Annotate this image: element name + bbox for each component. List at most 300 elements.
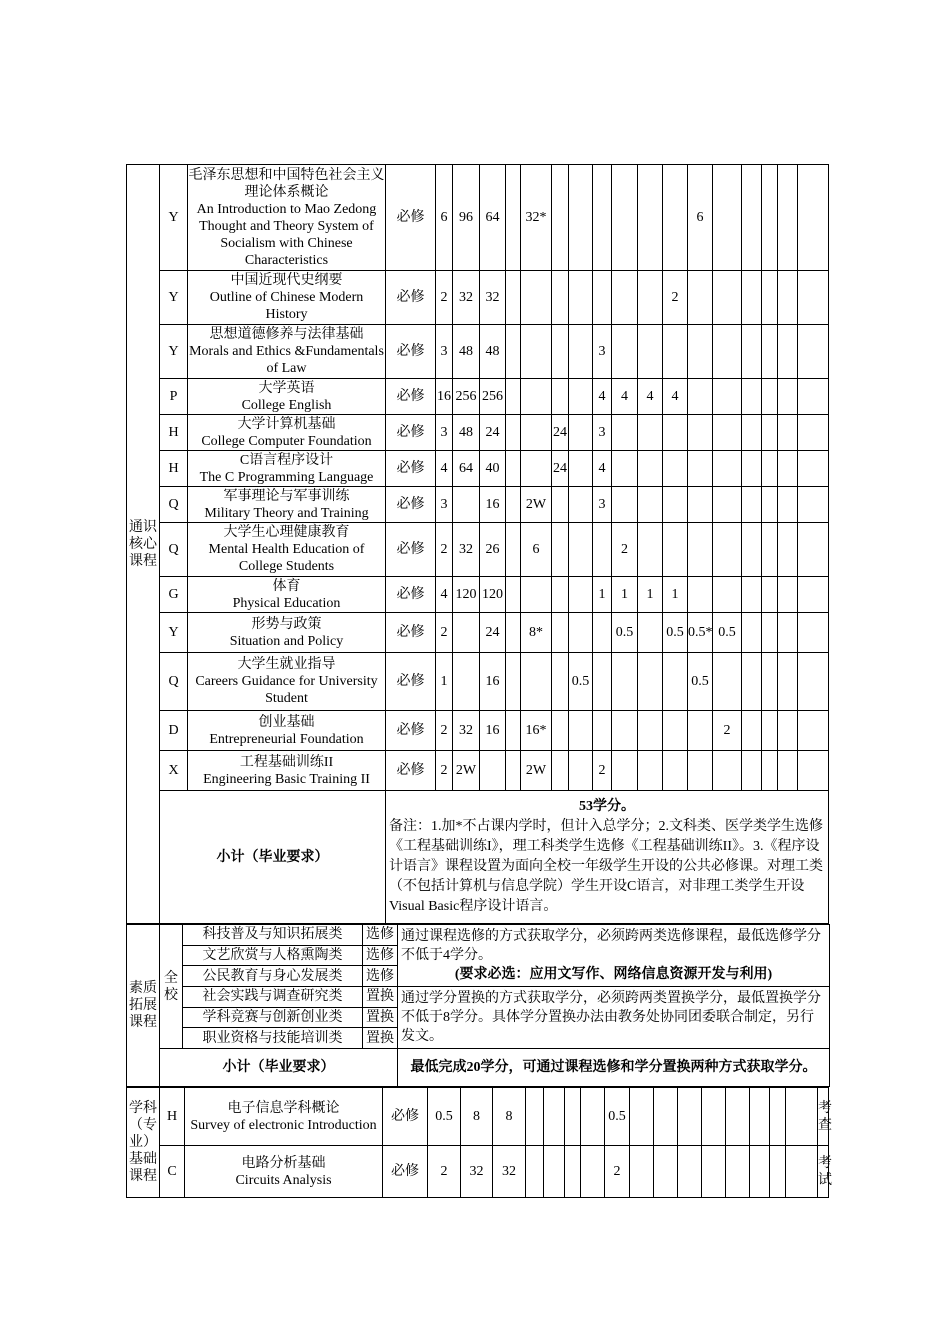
hours-c3: 24	[552, 415, 569, 451]
hours-s3	[638, 451, 663, 487]
credit: 0.5	[428, 1088, 461, 1146]
course-type: 必修	[386, 613, 436, 653]
total-hours: 32	[453, 523, 480, 577]
table-row	[127, 751, 829, 791]
credit: 3	[436, 487, 453, 523]
lecture-hours: 40	[480, 451, 506, 487]
credit: 4	[436, 577, 453, 613]
blank-cell	[702, 1088, 726, 1146]
table-row	[127, 577, 829, 613]
quality-item-type: 选修	[363, 925, 398, 946]
hours-s4	[663, 751, 688, 791]
blank-cell	[778, 523, 798, 577]
course-code: H	[160, 1088, 185, 1146]
hours-s1	[593, 613, 612, 653]
course-code: C	[160, 1146, 185, 1198]
blank-cell	[778, 451, 798, 487]
course-type: 必修	[386, 165, 436, 271]
table-row	[127, 653, 829, 711]
hours-s4	[663, 653, 688, 711]
blank-cell	[798, 577, 829, 613]
subtotal-label: 小计（毕业要求）	[160, 791, 386, 924]
course-code: H	[160, 451, 188, 487]
hours-c3	[552, 711, 569, 751]
total-hours	[453, 487, 480, 523]
credit: 3	[436, 325, 453, 379]
course-name-en: Situation and Policy	[229, 633, 344, 649]
course-name-zh: 电路分析基础	[241, 1155, 326, 1171]
table-row	[127, 415, 829, 451]
course-name	[188, 523, 386, 577]
total-hours: 120	[453, 577, 480, 613]
hours-s4	[663, 451, 688, 487]
blank-cell	[778, 751, 798, 791]
category-discipline: 学科（专业）基础课程	[127, 1088, 160, 1198]
hours-s1	[593, 653, 612, 711]
hours-s1	[593, 523, 612, 577]
hours-s2	[612, 751, 638, 791]
hours-c1	[506, 379, 521, 415]
course-name	[188, 577, 386, 613]
hours-s7	[742, 451, 762, 487]
hours-c4	[569, 751, 593, 791]
course-name-en: Circuits Analysis	[235, 1172, 332, 1188]
credit: 2	[436, 271, 453, 325]
subtotal-note	[386, 791, 829, 924]
course-type: 必修	[386, 751, 436, 791]
subtotal-row	[127, 1049, 830, 1087]
blank-cell	[581, 1146, 605, 1198]
hours-s4	[663, 325, 688, 379]
blank-cell	[778, 653, 798, 711]
hours-s6: 2	[713, 711, 742, 751]
blank-cell	[798, 487, 829, 523]
quality-item-name: 职业资格与技能培训类	[183, 1028, 363, 1049]
hours-s2	[612, 271, 638, 325]
hours-c3	[552, 271, 569, 325]
subtotal-row	[127, 791, 829, 924]
credit: 2	[436, 613, 453, 653]
category-quality: 素质拓展课程	[127, 925, 160, 1087]
course-code: Q	[160, 523, 188, 577]
lecture-hours: 24	[480, 415, 506, 451]
hours-s8	[762, 165, 778, 271]
hours-s3	[638, 523, 663, 577]
course-name-en: College Computer Foundation	[201, 433, 372, 449]
hours-s8	[762, 613, 778, 653]
hours-s4: 0.5	[663, 613, 688, 653]
course-name-en: Entrepreneurial Foundation	[209, 731, 364, 747]
subtotal-credits: 53学分。	[579, 799, 635, 814]
blank-cell	[786, 1146, 818, 1198]
hours-s6	[713, 415, 742, 451]
quality-item-name: 公民教育与身心发展类	[183, 966, 363, 987]
course-name-en: Outline of Chinese Modern History	[209, 290, 364, 322]
course-type: 必修	[386, 379, 436, 415]
quality-item-name: 学科竞赛与创新创业类	[183, 1007, 363, 1028]
total-hours: 32	[453, 711, 480, 751]
hours-s6	[713, 523, 742, 577]
course-name-en: Physical Education	[232, 595, 341, 611]
course-code: D	[160, 711, 188, 751]
course-name-zh: 中国近现代史纲要	[230, 273, 343, 288]
blank-cell	[798, 613, 829, 653]
course-name-zh: 创业基础	[258, 714, 315, 730]
category-general: 通识核心课程	[127, 165, 160, 924]
blank-cell	[778, 271, 798, 325]
course-name-zh: 体育	[272, 578, 301, 594]
blank-cell	[778, 415, 798, 451]
semester-1-hours: 0.5	[605, 1088, 630, 1146]
hours-s4	[663, 165, 688, 271]
hours-s1	[593, 711, 612, 751]
hours-s8	[762, 451, 778, 487]
blank-cell	[798, 415, 829, 451]
hours-s3: 4	[638, 379, 663, 415]
hours-s6	[713, 751, 742, 791]
hours-s5	[688, 711, 713, 751]
hours-s1: 4	[593, 379, 612, 415]
hours-s3	[638, 165, 663, 271]
hours-c1	[506, 415, 521, 451]
blank-cell	[581, 1088, 605, 1146]
total-hours: 48	[453, 415, 480, 451]
course-code: Y	[160, 325, 188, 379]
hours-c4	[569, 613, 593, 653]
course-code: X	[160, 751, 188, 791]
blank-cell	[565, 1146, 581, 1198]
blank-cell	[798, 271, 829, 325]
course-type: 必修	[383, 1088, 428, 1146]
course-name-en: Morals and Ethics &Fundamentals of Law	[189, 344, 384, 376]
course-name	[185, 1146, 383, 1198]
hours-s5	[688, 487, 713, 523]
hours-s5	[688, 325, 713, 379]
blank-cell	[778, 613, 798, 653]
quality-item-name: 社会实践与调查研究类	[183, 987, 363, 1008]
semester-1-hours: 2	[605, 1146, 630, 1198]
course-type: 必修	[386, 415, 436, 451]
hours-c4	[569, 487, 593, 523]
total-hours: 32	[453, 271, 480, 325]
subtotal-text: 最低完成20学分，可通过课程选修和学分置换两种方式获取学分。	[398, 1049, 830, 1087]
blank-cell	[630, 1088, 654, 1146]
hours-s4	[663, 415, 688, 451]
hours-s3: 1	[638, 577, 663, 613]
hours-c1	[506, 325, 521, 379]
lecture-hours: 256	[480, 379, 506, 415]
hours-s3	[638, 415, 663, 451]
hours-c3	[552, 751, 569, 791]
course-code: Y	[160, 271, 188, 325]
course-name-zh: 军事理论与军事训练	[223, 488, 350, 504]
course-code: Y	[160, 613, 188, 653]
course-type: 必修	[386, 451, 436, 487]
lecture-hours: 16	[480, 711, 506, 751]
course-name-zh: 毛泽东思想和中国特色社会主义理论体系概论	[188, 167, 385, 200]
lecture-hours: 48	[480, 325, 506, 379]
hours-s8	[762, 415, 778, 451]
hours-s6	[713, 379, 742, 415]
blank-cell	[630, 1146, 654, 1198]
lecture-hours: 16	[480, 487, 506, 523]
course-name-en: The C Programming Language	[199, 469, 374, 485]
hours-s7	[742, 711, 762, 751]
lecture-hours: 32	[480, 271, 506, 325]
hours-s1: 2	[593, 751, 612, 791]
hours-s1: 3	[593, 487, 612, 523]
course-name-zh: 电子信息学科概论	[227, 1100, 340, 1116]
hours-s2	[612, 711, 638, 751]
course-name-en: An Introduction to Mao Zedong Thought and Theory System of Socialism with Chinese Characteristics	[196, 201, 377, 268]
hours-s8	[762, 325, 778, 379]
blank-cell	[778, 165, 798, 271]
hours-c4	[569, 451, 593, 487]
hours-s1	[593, 165, 612, 271]
hours-s8	[762, 653, 778, 711]
table-row	[127, 271, 829, 325]
hours-s5	[688, 577, 713, 613]
hours-c3	[552, 487, 569, 523]
lecture-hours: 16	[480, 653, 506, 711]
course-name-en: Careers Guidance for University Student	[195, 674, 378, 706]
hours-c4	[569, 523, 593, 577]
course-name-zh: 思想道德修养与法律基础	[209, 327, 364, 342]
hours-c3	[552, 379, 569, 415]
course-type: 必修	[383, 1146, 428, 1198]
hours-s3	[638, 325, 663, 379]
blank-cell	[786, 1088, 818, 1146]
assessment: 考查	[818, 1088, 829, 1146]
lecture-hours: 32	[493, 1146, 526, 1198]
course-type: 必修	[386, 325, 436, 379]
total-hours: 8	[461, 1088, 493, 1146]
hours-s3	[638, 613, 663, 653]
hours-c3	[552, 577, 569, 613]
course-name-zh: 大学计算机基础	[237, 416, 336, 432]
hours-c3: 24	[552, 451, 569, 487]
hours-s6	[713, 577, 742, 613]
hours-s7	[742, 577, 762, 613]
blank-cell	[798, 325, 829, 379]
blank-cell	[526, 1146, 544, 1198]
scope-label: 全校	[160, 925, 183, 1049]
table-row	[127, 523, 829, 577]
table-row	[127, 711, 829, 751]
course-name	[188, 165, 386, 271]
hours-s5: 0.5	[688, 653, 713, 711]
hours-c1	[506, 711, 521, 751]
hours-c4	[569, 711, 593, 751]
hours-s5	[688, 523, 713, 577]
hours-c3	[552, 325, 569, 379]
table-row	[127, 925, 830, 946]
hours-c2: 8*	[521, 613, 552, 653]
credit: 2	[436, 523, 453, 577]
blank-cell	[778, 711, 798, 751]
hours-c1	[506, 523, 521, 577]
hours-s3	[638, 711, 663, 751]
total-hours: 256	[453, 379, 480, 415]
hours-s7	[742, 415, 762, 451]
course-type: 必修	[386, 523, 436, 577]
blank-cell	[726, 1088, 750, 1146]
course-name	[188, 613, 386, 653]
quality-item-type: 选修	[363, 966, 398, 987]
hours-s2	[612, 165, 638, 271]
blank-cell	[544, 1088, 565, 1146]
course-name-zh: 工程基础训练II	[239, 754, 334, 770]
blank-cell	[750, 1088, 770, 1146]
hours-s6	[713, 271, 742, 325]
hours-c2: 2W	[521, 487, 552, 523]
course-type: 必修	[386, 271, 436, 325]
course-name	[188, 451, 386, 487]
hours-c3	[552, 653, 569, 711]
subtotal-label: 小计（毕业要求）	[160, 1049, 398, 1087]
hours-c2	[521, 653, 552, 711]
course-code: G	[160, 577, 188, 613]
elective-required: (要求必选：应用文写作、网络信息资源开发与利用)	[454, 967, 773, 982]
assessment: 考试	[818, 1146, 829, 1198]
hours-s8	[762, 751, 778, 791]
table-row	[127, 1088, 829, 1146]
elective-rule: 通过课程选修的方式获取学分，必须跨两类选修课程，最低选修学分不低于4学分。	[401, 929, 821, 963]
course-type: 必修	[386, 577, 436, 613]
hours-s1: 3	[593, 415, 612, 451]
credit: 6	[436, 165, 453, 271]
hours-s5	[688, 415, 713, 451]
course-name	[188, 751, 386, 791]
hours-s7	[742, 751, 762, 791]
hours-s7	[742, 523, 762, 577]
hours-c3	[552, 613, 569, 653]
table-row	[127, 487, 829, 523]
hours-s6	[713, 451, 742, 487]
course-name	[188, 415, 386, 451]
course-name	[188, 379, 386, 415]
blank-cell	[770, 1146, 786, 1198]
blank-cell	[565, 1088, 581, 1146]
course-name-en: Survey of electronic Introduction	[190, 1117, 377, 1133]
course-type: 必修	[386, 653, 436, 711]
credit: 2	[436, 751, 453, 791]
course-name-en: Mental Health Education of College Students	[208, 542, 365, 574]
hours-s2	[612, 415, 638, 451]
table-row	[127, 165, 829, 271]
lecture-hours: 120	[480, 577, 506, 613]
hours-s7	[742, 487, 762, 523]
quality-item-type: 置换	[363, 1007, 398, 1028]
hours-s6: 0.5	[713, 613, 742, 653]
hours-s7	[742, 271, 762, 325]
hours-s4: 1	[663, 577, 688, 613]
credit: 3	[436, 415, 453, 451]
quality-item-type: 置换	[363, 987, 398, 1008]
hours-s2	[612, 487, 638, 523]
total-hours: 96	[453, 165, 480, 271]
hours-c4	[569, 325, 593, 379]
course-name	[188, 711, 386, 751]
hours-c1	[506, 487, 521, 523]
quality-item-name: 文艺欣赏与人格熏陶类	[183, 945, 363, 966]
total-hours: 64	[453, 451, 480, 487]
lecture-hours	[480, 751, 506, 791]
credit: 2	[428, 1146, 461, 1198]
table-row	[127, 325, 829, 379]
hours-s5: 0.5*	[688, 613, 713, 653]
blank-cell	[778, 487, 798, 523]
hours-s1	[593, 271, 612, 325]
hours-c2	[521, 325, 552, 379]
course-name-zh: 形势与政策	[251, 616, 322, 632]
course-code: Q	[160, 487, 188, 523]
hours-s3	[638, 653, 663, 711]
hours-s6	[713, 325, 742, 379]
total-hours: 2W	[453, 751, 480, 791]
blank-cell	[654, 1088, 678, 1146]
blank-cell	[770, 1088, 786, 1146]
lecture-hours: 64	[480, 165, 506, 271]
hours-s8	[762, 271, 778, 325]
hours-s1: 4	[593, 451, 612, 487]
blank-cell	[778, 325, 798, 379]
blank-cell	[726, 1146, 750, 1198]
quality-item-type: 选修	[363, 945, 398, 966]
hours-c1	[506, 451, 521, 487]
table-row	[127, 379, 829, 415]
hours-s7	[742, 379, 762, 415]
course-type: 必修	[386, 711, 436, 751]
hours-s4: 4	[663, 379, 688, 415]
elective-note	[398, 925, 830, 987]
hours-s6	[713, 653, 742, 711]
course-type: 必修	[386, 487, 436, 523]
blank-cell	[798, 711, 829, 751]
hours-s6	[713, 165, 742, 271]
hours-s7	[742, 165, 762, 271]
blank-cell	[798, 653, 829, 711]
general-core-table	[126, 164, 829, 924]
course-name-zh: 大学英语	[258, 380, 315, 396]
blank-cell	[678, 1088, 702, 1146]
blank-cell	[526, 1088, 544, 1146]
hours-c2	[521, 451, 552, 487]
hours-s4	[663, 523, 688, 577]
table-row	[127, 613, 829, 653]
course-name	[188, 487, 386, 523]
hours-s5	[688, 379, 713, 415]
hours-s3	[638, 487, 663, 523]
hours-s6	[713, 487, 742, 523]
course-name	[188, 653, 386, 711]
credit: 4	[436, 451, 453, 487]
hours-c4	[569, 165, 593, 271]
hours-s2	[612, 451, 638, 487]
lecture-hours: 26	[480, 523, 506, 577]
total-hours: 48	[453, 325, 480, 379]
lecture-hours: 24	[480, 613, 506, 653]
quality-table	[126, 924, 830, 1087]
blank-cell	[702, 1146, 726, 1198]
hours-s8	[762, 379, 778, 415]
hours-c1	[506, 653, 521, 711]
hours-s5	[688, 271, 713, 325]
hours-s8	[762, 487, 778, 523]
hours-s2: 4	[612, 379, 638, 415]
hours-s1: 1	[593, 577, 612, 613]
total-hours	[453, 653, 480, 711]
